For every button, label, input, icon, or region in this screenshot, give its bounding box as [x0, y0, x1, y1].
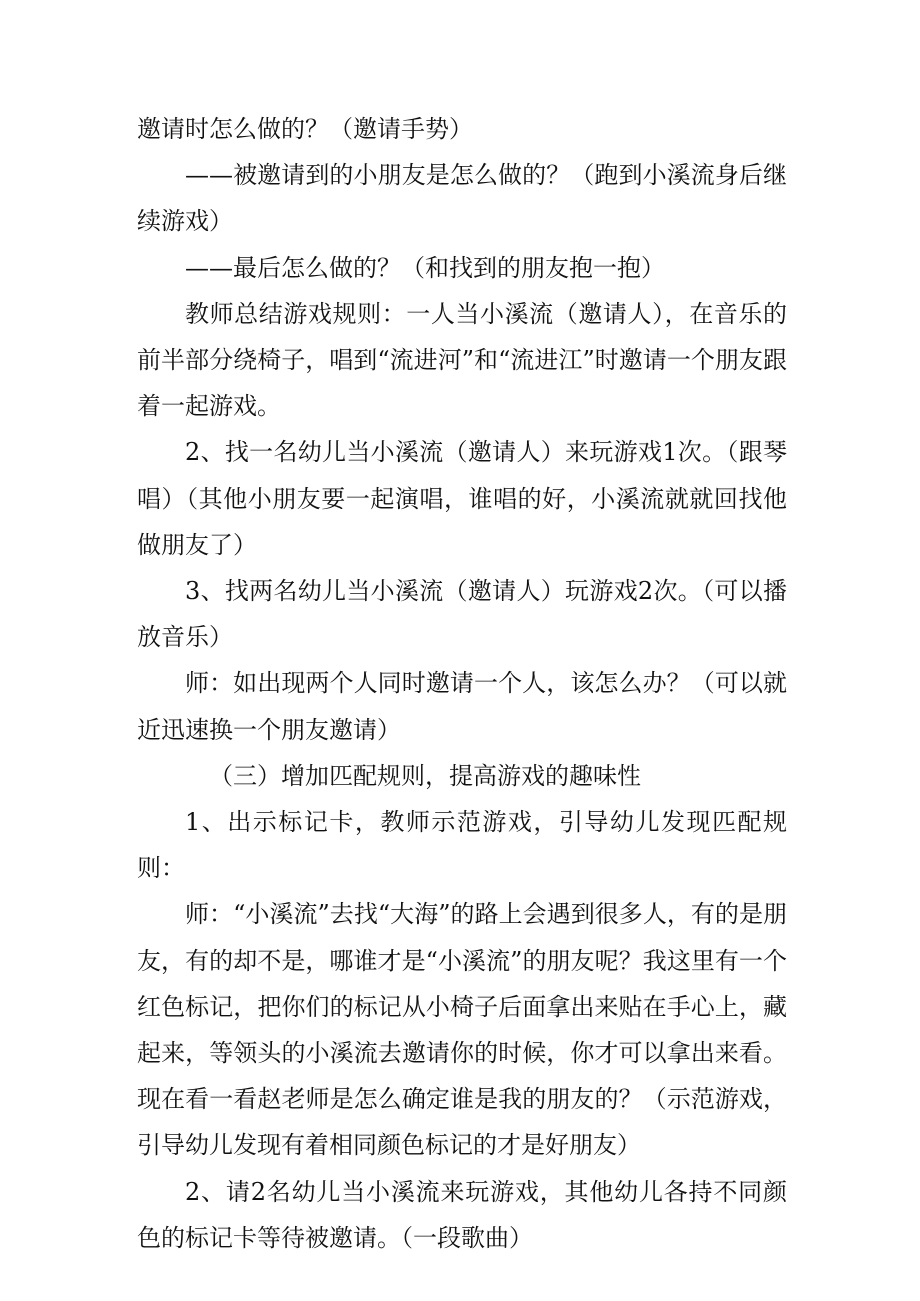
paragraph-final-step: ——最后怎么做的？（和找到的朋友抱一抱）	[185, 253, 665, 282]
paragraph-matching-step-2: 2、请2名幼儿当小溪流来玩游戏，其他幼儿各持不同颜色的标记卡等待被邀请。（一段歌曲）	[137, 1177, 787, 1252]
paragraph-step-3: 3、找两名幼儿当小溪流（邀请人）玩游戏2次。（可以播放音乐）	[137, 577, 787, 652]
paragraph-teacher-question: 师：如出现两个人同时邀请一个人，该怎么办？（可以就近迅速换一个朋友邀请）	[137, 669, 787, 744]
paragraph-step-2: 2、找一名幼儿当小溪流（邀请人）来玩游戏1次。（跟琴唱）（其他小朋友要一起演唱，谁唱的好，小溪流就就回找他做朋友了）	[137, 438, 787, 559]
paragraph-invited-child: ——被邀请到的小朋友是怎么做的？（跑到小溪流身后继续游戏）	[137, 161, 787, 236]
document-body	[137, 106, 787, 1261]
paragraph-rule-summary: 教师总结游戏规则：一人当小溪流（邀请人），在音乐的前半部分绕椅子，唱到“流进河”和“流进江”时邀请一个朋友跟着一起游戏。	[137, 299, 787, 421]
paragraph-teacher-demo: 师：“小溪流”去找“大海”的路上会遇到很多人，有的是朋友，有的却不是，哪谁才是“小溪流”的朋友呢？我这里有一个红色标记，把你们的标记从小椅子后面拿出来贴在手心上，藏起来，等领头的小溪流去邀请你的时候，你才可以拿出来看。现在看一看赵老师是怎么确定谁是我的朋友的？（示范游戏，引导幼儿发现有着相同颜色标记的才是好朋友）	[137, 900, 787, 1160]
paragraph-matching-step-1: 1、出示标记卡，教师示范游戏，引导幼儿发现匹配规则：	[137, 808, 787, 883]
section-heading-matching-rules: （三）增加匹配规则，提高游戏的趣味性	[209, 761, 641, 790]
paragraph-invite-gesture: 邀请时怎么做的？（邀请手势）	[137, 115, 473, 143]
